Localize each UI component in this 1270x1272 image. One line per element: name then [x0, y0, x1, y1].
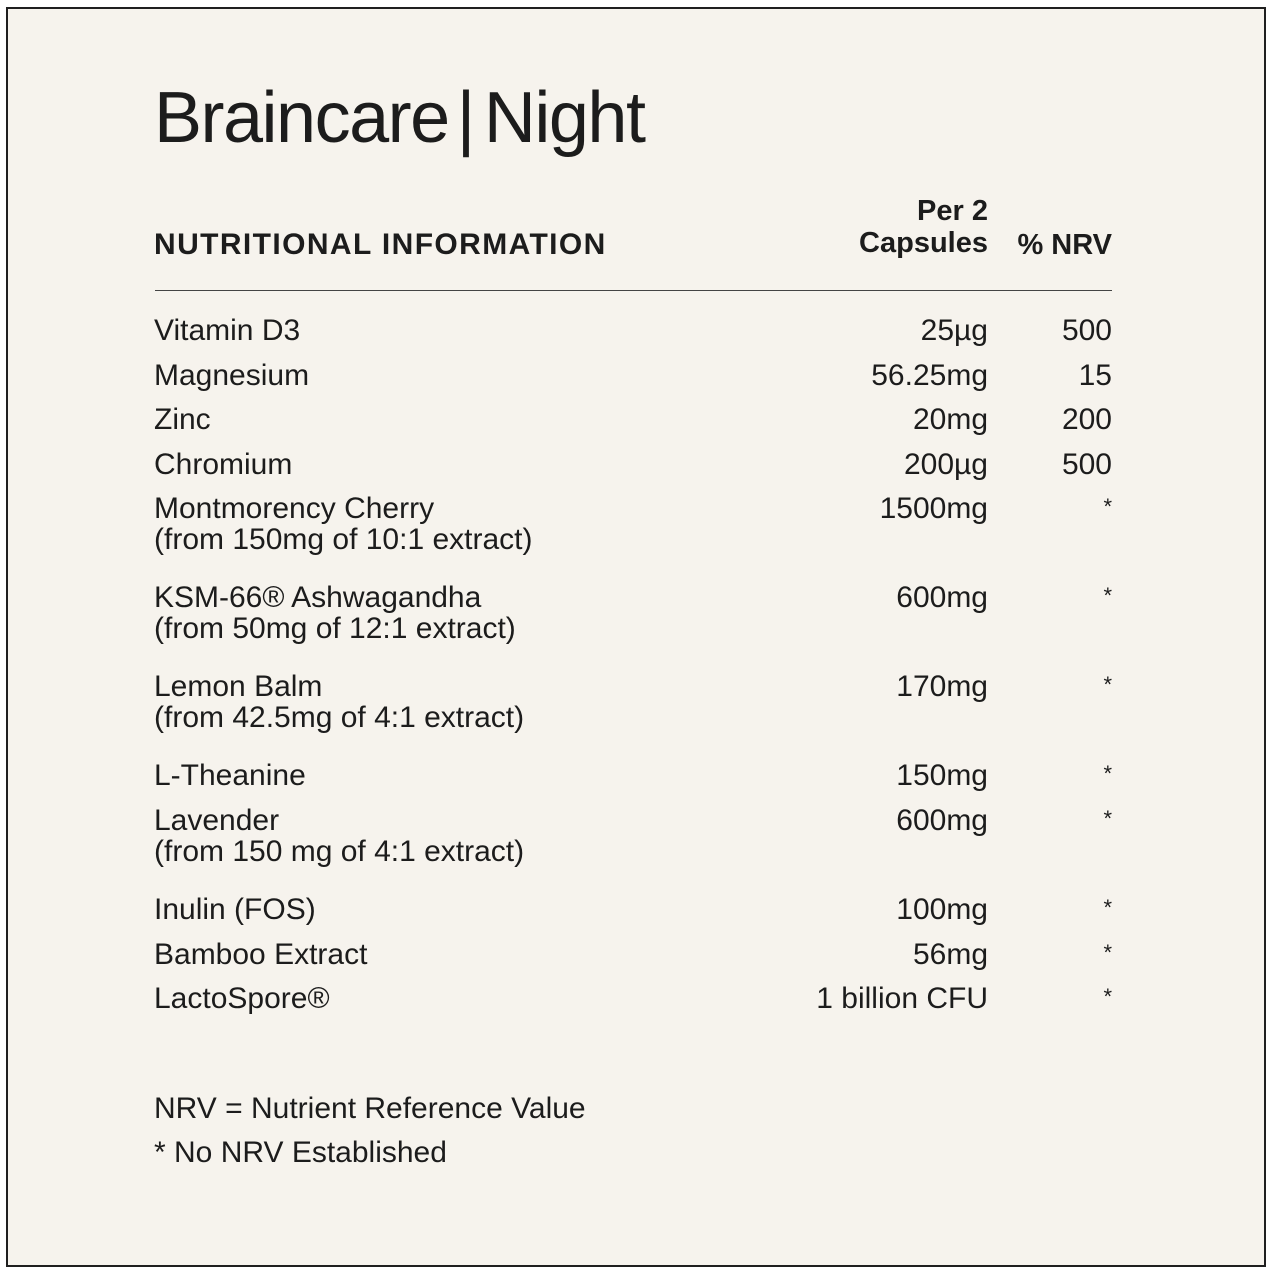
title-separator: | [456, 78, 474, 158]
product-title [154, 73, 644, 163]
nutrient-name: KSM-66® Ashwagandha [154, 581, 482, 614]
nutrient-name: Vitamin D3 [154, 314, 301, 347]
nutrient-name: Lavender [154, 804, 280, 837]
nutrient-nrv: * [1103, 984, 1112, 1009]
nutrient-amount: 56mg [912, 938, 988, 971]
nutrient-source-note: (from 42.5mg of 4:1 extract) [154, 701, 525, 734]
table-row [154, 494, 1112, 554]
nutrient-nrv: * [1103, 494, 1112, 519]
nutrient-amount: 100mg [896, 893, 988, 926]
table-row [154, 806, 1112, 866]
title-product: Night [483, 78, 645, 158]
nutrient-amount: 170mg [896, 670, 988, 703]
nutrient-name: Montmorency Cherry [154, 492, 435, 525]
nutrient-name: LactoSpore® [154, 982, 330, 1015]
nutrition-label-card [6, 7, 1266, 1267]
nutrient-amount: 56.25mg [871, 359, 988, 392]
nutrient-name: L-Theanine [154, 759, 306, 792]
column-header-nrv: % NRV [1017, 229, 1112, 261]
nutrient-name: Magnesium [154, 359, 310, 392]
nutrient-name: Bamboo Extract [154, 938, 368, 971]
nutrient-source-note: (from 150 mg of 4:1 extract) [154, 835, 525, 868]
nutrient-nrv: 500 [1061, 448, 1112, 481]
nutrient-amount: 600mg [896, 804, 988, 837]
table-heading: NUTRITIONAL INFORMATION [154, 228, 607, 261]
nutrient-amount: 25µg [920, 314, 988, 347]
title-brand: Braincare [154, 78, 449, 158]
nutrient-nrv: * [1103, 761, 1112, 786]
nutrient-nrv: * [1103, 672, 1112, 697]
per-serving-line1: Per 2 [917, 195, 988, 227]
nutrient-name: Zinc [154, 403, 211, 436]
nutrient-amount: 200µg [903, 448, 988, 481]
nutrient-nrv: * [1103, 583, 1112, 608]
table-row [154, 984, 1112, 1044]
header-divider [155, 290, 1112, 291]
table-row [154, 583, 1112, 643]
nutrient-nrv: * [1103, 895, 1112, 920]
nutrient-nrv: 500 [1061, 314, 1112, 347]
nutrient-name: Inulin (FOS) [154, 893, 316, 926]
nutrient-amount: 1 billion CFU [816, 982, 988, 1015]
nutrient-amount: 150mg [896, 759, 988, 792]
footnote-nrv-definition: NRV = Nutrient Reference Value [154, 1092, 586, 1125]
table-row [154, 672, 1112, 732]
nutrient-amount: 1500mg [879, 492, 988, 525]
column-header-per-serving [788, 195, 988, 259]
nutrient-amount: 20mg [912, 403, 988, 436]
nutrient-amount: 600mg [896, 581, 988, 614]
nutrient-name: Lemon Balm [154, 670, 323, 703]
nutrient-source-note: (from 50mg of 12:1 extract) [154, 612, 516, 645]
nutrient-name: Chromium [154, 448, 293, 481]
nutrient-nrv: * [1103, 806, 1112, 831]
per-serving-line2: Capsules [859, 227, 988, 259]
footnote-no-nrv: * No NRV Established [154, 1136, 447, 1169]
nutrient-nrv: 200 [1061, 403, 1112, 436]
nutrient-nrv: 15 [1078, 359, 1112, 392]
nutrient-source-note: (from 150mg of 10:1 extract) [154, 523, 533, 556]
nutrient-nrv: * [1103, 940, 1112, 965]
